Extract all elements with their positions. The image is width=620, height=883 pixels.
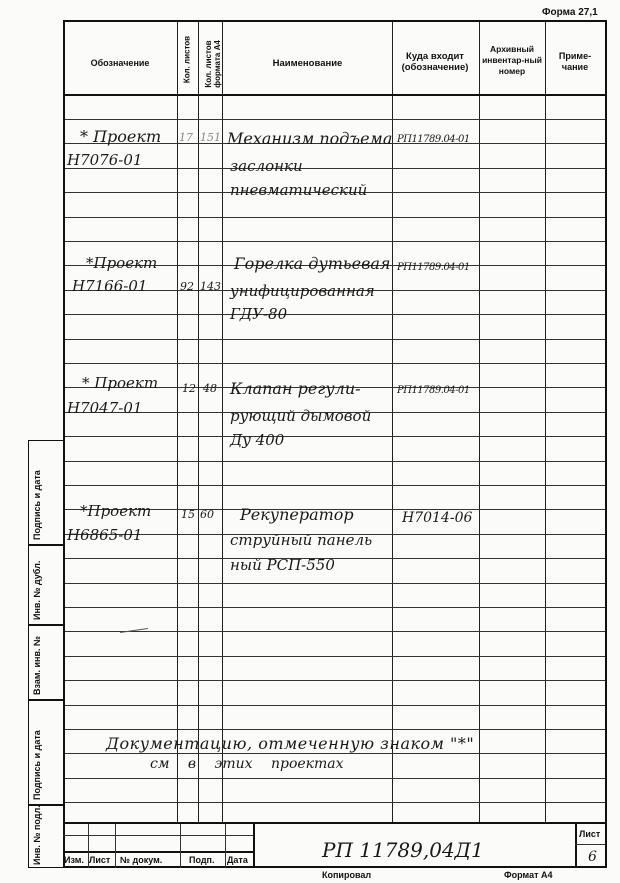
tb-podp: Подп. — [189, 855, 215, 865]
row1-name-1: Механизм подъема — [227, 129, 393, 148]
side-label-sign-date-bottom: Подпись и дата — [32, 730, 42, 800]
header-archive-no: Архивный инвентар-ный номер — [482, 44, 542, 76]
row2-name-3: ГДУ-80 — [230, 305, 288, 323]
row2-sheets: 92 — [180, 280, 194, 293]
side-label-inv-podl: Инв. № подл. — [32, 805, 42, 865]
row-line — [65, 461, 605, 462]
row-line — [65, 119, 605, 120]
row2-where: РП11789.04-01 — [397, 262, 470, 273]
row-line — [65, 168, 605, 169]
tb-sheet-label: Лист — [579, 829, 601, 839]
row3-a4: 48 — [203, 382, 217, 395]
row2-name-2: унифицированная — [230, 282, 375, 300]
row-line — [65, 241, 605, 242]
row3-name-2: рующий дымовой — [230, 407, 372, 425]
row-line — [65, 217, 605, 218]
row-line — [65, 656, 605, 657]
row3-name-1: Клапан регули- — [230, 379, 361, 398]
row-line — [65, 705, 605, 706]
tb-sheet-no: 6 — [588, 849, 597, 865]
header-where-used: Куда входит (обозначение) — [401, 51, 469, 73]
row2-a4: 143 — [200, 280, 221, 293]
header-sheets-a4: Кол. листов формата А4 — [204, 40, 222, 88]
row4-name-3: ный РСП-550 — [230, 556, 335, 574]
col-line — [479, 22, 480, 822]
row2-designation-1: *Проект — [86, 254, 158, 272]
row-line — [65, 680, 605, 681]
header-note: Приме-чание — [558, 51, 592, 72]
row-line — [65, 802, 605, 803]
form-label: Форма 27,1 — [542, 7, 598, 18]
row3-sheets: 12 — [182, 382, 196, 395]
row-line — [65, 631, 605, 632]
row1-designation-1: * Проект — [80, 127, 162, 146]
row-line — [65, 583, 605, 584]
col-line — [545, 22, 546, 822]
row3-name-3: Ду 400 — [230, 431, 285, 449]
bottom-copied: Копировал — [322, 870, 372, 880]
row-line — [65, 339, 605, 340]
tb-designation: РП 11789,04Д1 — [322, 838, 484, 862]
row1-a4: 151 — [200, 131, 221, 144]
row1-name-2: заслонки — [230, 157, 303, 175]
row2-name-1: Горелка дутьевая — [234, 254, 391, 273]
tb-list: Лист — [89, 855, 111, 865]
header-line — [65, 94, 605, 96]
header-designation: Обозначение — [90, 58, 150, 68]
row4-a4: 60 — [200, 508, 214, 521]
row4-name-2: струйный панель — [230, 531, 373, 549]
row-line — [65, 436, 605, 437]
tb-doc-no: № докум. — [120, 855, 163, 865]
row-line — [65, 363, 605, 364]
row4-name-1: Рекуператор — [240, 505, 354, 524]
footnote-line2: см в этих проектах — [150, 756, 344, 772]
side-label-sign-date-top: Подпись и дата — [32, 470, 42, 540]
row1-name-3: пневматический — [230, 181, 368, 199]
row-line — [65, 729, 605, 730]
row-line — [65, 485, 605, 486]
row1-sheets: 17 — [179, 131, 193, 144]
side-label-inv-dubl: Инв. № дубл. — [32, 560, 42, 620]
row4-designation-2: Н6865-01 — [67, 526, 143, 544]
row3-designation-2: Н7047-01 — [67, 399, 143, 417]
bottom-format: Формат А4 — [504, 870, 553, 880]
row4-where: Н7014-06 — [402, 510, 473, 526]
row1-designation-2: Н7076-01 — [67, 151, 143, 169]
row-line — [65, 778, 605, 779]
header-name: Наименование — [272, 58, 343, 69]
row-line — [65, 558, 605, 559]
footnote-line1: Документацию, отмеченную знаком "*" — [106, 734, 475, 753]
row4-designation-1: *Проект — [80, 502, 152, 520]
tb-izm: Изм. — [64, 855, 84, 865]
row-line — [65, 753, 605, 754]
row3-designation-1: * Проект — [82, 374, 159, 392]
row-line — [65, 314, 605, 315]
row4-sheets: 15 — [181, 508, 195, 521]
row2-designation-2: Н7166-01 — [72, 277, 148, 295]
row-line — [65, 607, 605, 608]
row3-where: РП11789.04-01 — [397, 385, 470, 396]
side-label-vzam-inv: Взам. инв. № — [32, 635, 42, 695]
header-sheets-count: Кол. листов — [182, 35, 192, 84]
row1-where: РП11789.04-01 — [397, 134, 470, 145]
tb-data: Дата — [227, 855, 248, 865]
